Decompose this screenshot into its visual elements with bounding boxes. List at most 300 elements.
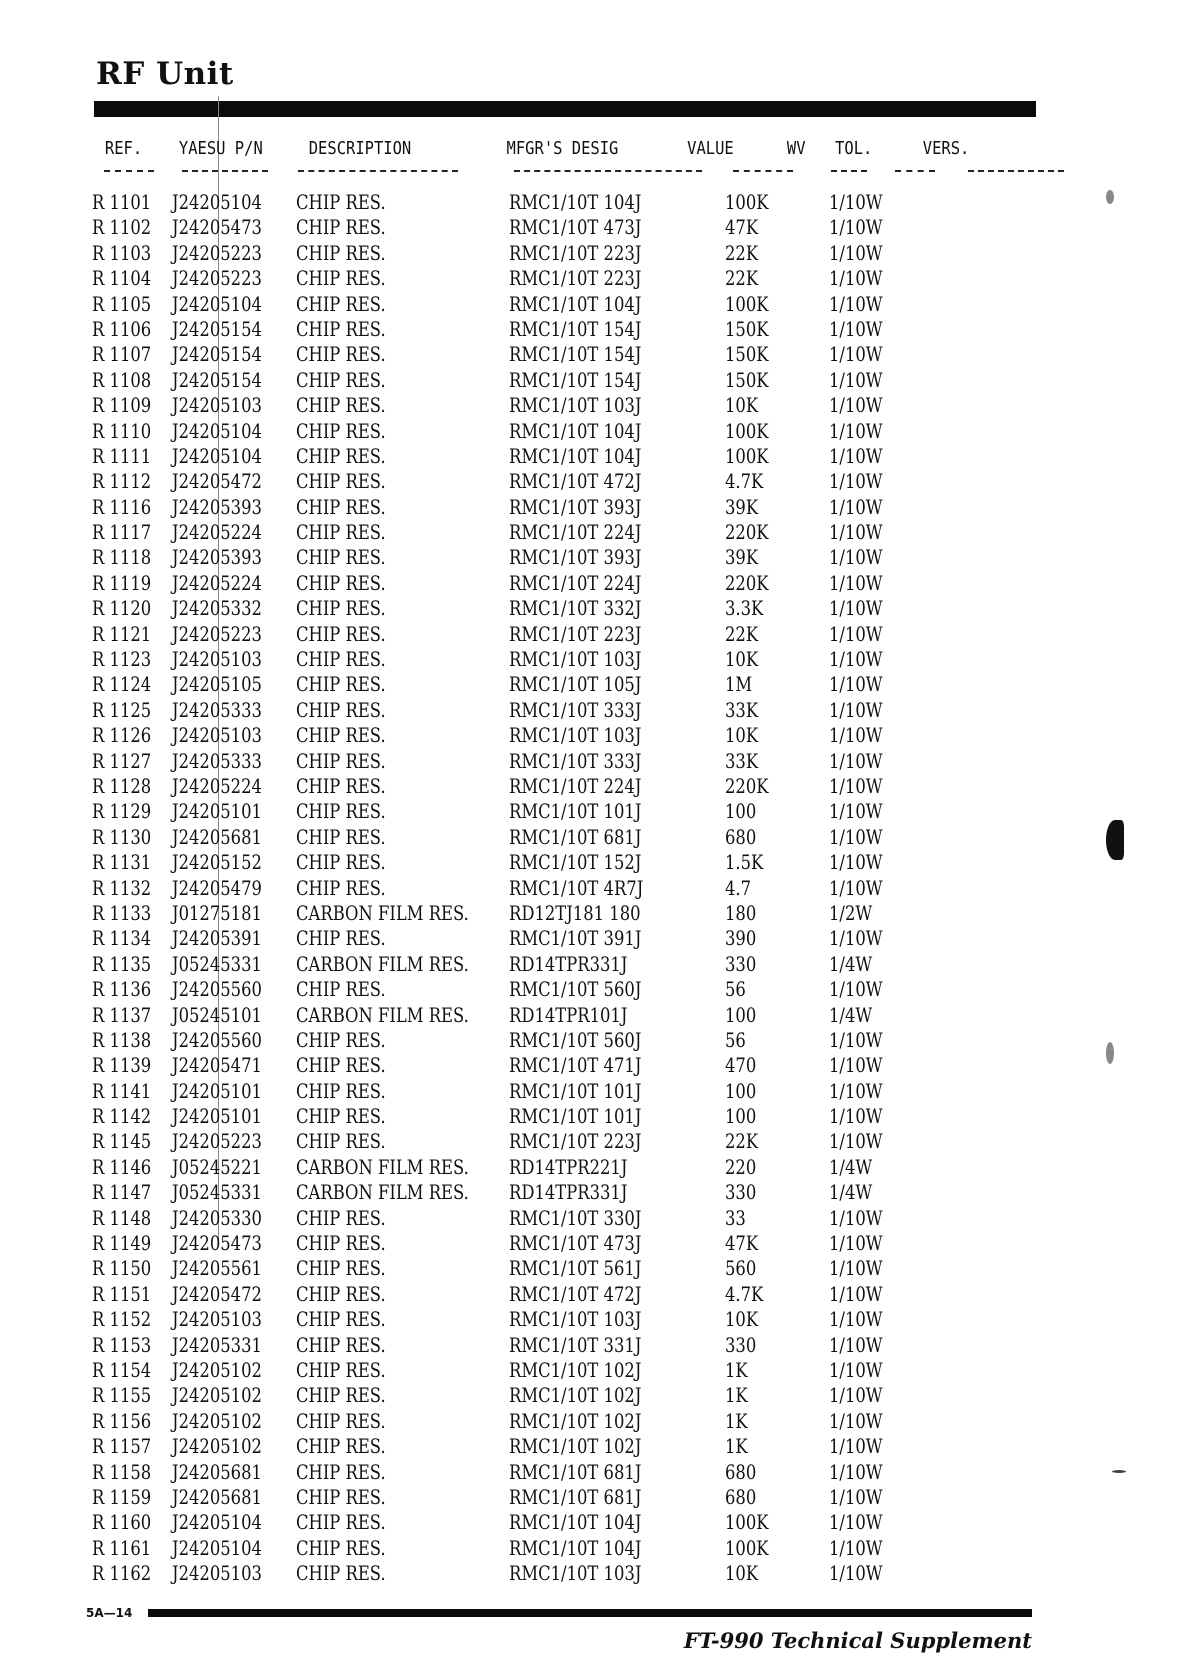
cell-mfgr: RMC1/10T 560J [509, 1028, 642, 1052]
cell-ref: R 1104 [92, 267, 152, 291]
cell-ref: R 1119 [92, 571, 152, 595]
cell-mfgr: RMC1/10T 103J [509, 1562, 642, 1586]
table-row [0, 1053, 1190, 1078]
cell-ref: R 1139 [92, 1054, 152, 1078]
cell-mfgr: RMC1/10T 103J [509, 648, 642, 672]
cell-val: 100 [725, 800, 757, 824]
cell-ref: R 1116 [92, 495, 152, 519]
cell-wv: 1/10W [829, 1435, 883, 1459]
cell-val: 1M [725, 673, 753, 697]
cell-pn: J24205105 [172, 673, 262, 697]
cell-wv: 1/10W [829, 774, 883, 798]
table-row [0, 698, 1190, 723]
cell-wv: 1/10W [829, 724, 883, 748]
cell-desc: CHIP RES. [296, 800, 386, 824]
cell-wv: 1/2W [829, 901, 873, 925]
cell-desc: CARBON FILM RES. [296, 952, 469, 976]
cell-wv: 1/10W [829, 673, 883, 697]
cell-pn: J24205154 [172, 317, 262, 341]
cell-mfgr: RMC1/10T 103J [509, 724, 642, 748]
cell-wv: 1/10W [829, 267, 883, 291]
cell-ref: R 1118 [92, 546, 152, 570]
cell-wv: 1/10W [829, 495, 883, 519]
cell-val: 100K [725, 444, 769, 468]
cell-pn: J24205104 [172, 191, 262, 214]
cell-desc: CHIP RES. [296, 1485, 386, 1509]
cell-mfgr: RMC1/10T 102J [509, 1384, 642, 1408]
cell-desc: CHIP RES. [296, 648, 386, 672]
cell-desc: CHIP RES. [296, 1028, 386, 1052]
cell-val: 10K [725, 394, 759, 418]
cell-val: 680 [725, 825, 757, 849]
table-row [0, 825, 1190, 850]
cell-ref: R 1105 [92, 292, 152, 316]
cell-mfgr: RMC1/10T 104J [509, 444, 642, 468]
table-row [0, 799, 1190, 824]
cell-ref: R 1146 [92, 1155, 152, 1179]
cell-pn: J24205103 [172, 724, 262, 748]
table-row [0, 1231, 1190, 1256]
cell-desc: CHIP RES. [296, 571, 386, 595]
punch-hole-mark [1106, 820, 1124, 860]
cell-pn: J24205103 [172, 394, 262, 418]
table-row [0, 215, 1190, 240]
cell-mfgr: RMC1/10T 104J [509, 292, 642, 316]
cell-desc: CARBON FILM RES. [296, 901, 469, 925]
table-row [0, 1003, 1190, 1028]
cell-val: 680 [725, 1485, 757, 1509]
cell-pn: J24205101 [172, 1079, 262, 1103]
table-header [0, 138, 1023, 168]
table-row [0, 1536, 1190, 1561]
cell-pn: J24205330 [172, 1206, 262, 1230]
cell-pn: J24205104 [172, 1511, 262, 1535]
cell-ref: R 1103 [92, 241, 152, 265]
cell-mfgr: RMC1/10T 223J [509, 267, 642, 291]
cell-ref: R 1126 [92, 724, 152, 748]
cell-wv: 1/10W [829, 1485, 883, 1509]
cell-ref: R 1138 [92, 1028, 152, 1052]
cell-val: 47K [725, 1232, 759, 1256]
cell-mfgr: RMC1/10T 681J [509, 1460, 642, 1484]
cell-wv: 1/10W [829, 1333, 883, 1357]
cell-desc: CHIP RES. [296, 419, 386, 443]
cell-wv: 1/10W [829, 978, 883, 1002]
cell-wv: 1/10W [829, 1536, 883, 1560]
cell-pn: J24205154 [172, 343, 262, 367]
cell-pn: J24205681 [172, 1460, 262, 1484]
cell-val: 220K [725, 521, 769, 545]
cell-val: 150K [725, 343, 769, 367]
cell-ref: R 1156 [92, 1409, 152, 1433]
cell-desc: CHIP RES. [296, 927, 386, 951]
cell-ref: R 1131 [92, 851, 152, 875]
table-row [0, 952, 1190, 977]
cell-val: 220 [725, 1155, 757, 1179]
cell-val: 22K [725, 1130, 759, 1154]
cell-val: 10K [725, 724, 759, 748]
table-row [0, 1333, 1190, 1358]
cell-ref: R 1148 [92, 1206, 152, 1230]
header-wv: WV [786, 138, 806, 159]
table-row [0, 774, 1190, 799]
cell-mfgr: RMC1/10T 102J [509, 1358, 642, 1382]
cell-mfgr: RMC1/10T 561J [509, 1257, 642, 1281]
cell-ref: R 1102 [92, 216, 152, 240]
cell-pn: J24205393 [172, 546, 262, 570]
cell-mfgr: RMC1/10T 223J [509, 241, 642, 265]
table-row [0, 571, 1190, 596]
cell-pn: J24205103 [172, 1562, 262, 1586]
cell-val: 10K [725, 1308, 759, 1332]
header-ref: REF. [104, 138, 143, 159]
cell-mfgr: RMC1/10T 103J [509, 394, 642, 418]
cell-desc: CHIP RES. [296, 876, 386, 900]
table-row [0, 1460, 1190, 1485]
table-row [0, 368, 1190, 393]
cell-pn: J05245331 [172, 1181, 262, 1205]
cell-wv: 1/10W [829, 1028, 883, 1052]
table-row [0, 292, 1190, 317]
cell-ref: R 1112 [92, 470, 152, 494]
cell-wv: 1/10W [829, 597, 883, 621]
table-row [0, 723, 1190, 748]
cell-ref: R 1154 [92, 1358, 152, 1382]
cell-pn: J24205223 [172, 267, 262, 291]
cell-pn: J24205104 [172, 292, 262, 316]
table-row [0, 241, 1190, 266]
cell-ref: R 1153 [92, 1333, 152, 1357]
cell-pn: J24205224 [172, 774, 262, 798]
cell-mfgr: RMC1/10T 102J [509, 1435, 642, 1459]
table-row [0, 1434, 1190, 1459]
cell-mfgr: RMC1/10T 393J [509, 495, 642, 519]
cell-desc: CHIP RES. [296, 1409, 386, 1433]
cell-val: 33K [725, 698, 759, 722]
cell-pn: J05245331 [172, 952, 262, 976]
page-title: RF Unit [96, 56, 234, 92]
header-description: DESCRIPTION [308, 138, 412, 159]
cell-mfgr: RMC1/10T 105J [509, 673, 642, 697]
cell-wv: 1/10W [829, 292, 883, 316]
cell-mfgr: RMC1/10T 681J [509, 1485, 642, 1509]
cell-desc: CHIP RES. [296, 495, 386, 519]
cell-pn: J24205102 [172, 1435, 262, 1459]
cell-wv: 1/4W [829, 952, 873, 976]
cell-wv: 1/10W [829, 1079, 883, 1103]
page-number: 5A—14 [86, 1606, 133, 1620]
cell-pn: J05245221 [172, 1155, 262, 1179]
cell-desc: CHIP RES. [296, 368, 386, 392]
cell-pn: J05245101 [172, 1003, 262, 1027]
header-vers: VERS. [922, 138, 970, 159]
cell-ref: R 1120 [92, 597, 152, 621]
cell-desc: CHIP RES. [296, 1333, 386, 1357]
cell-val: 390 [725, 927, 757, 951]
cell-mfgr: RMC1/10T 224J [509, 521, 642, 545]
cell-val: 1K [725, 1358, 748, 1382]
cell-ref: R 1159 [92, 1485, 152, 1509]
cell-ref: R 1150 [92, 1257, 152, 1281]
cell-ref: R 1160 [92, 1511, 152, 1535]
footer-publication-title: FT-990 Technical Supplement [683, 1628, 1032, 1653]
cell-val: 220K [725, 774, 769, 798]
cell-mfgr: RMC1/10T 471J [509, 1054, 642, 1078]
cell-wv: 1/10W [829, 1105, 883, 1129]
cell-desc: CARBON FILM RES. [296, 1155, 469, 1179]
cell-desc: CHIP RES. [296, 1435, 386, 1459]
cell-mfgr: RMC1/10T 333J [509, 698, 642, 722]
cell-desc: CHIP RES. [296, 1105, 386, 1129]
cell-wv: 1/10W [829, 648, 883, 672]
cell-val: 10K [725, 1562, 759, 1586]
cell-desc: CHIP RES. [296, 1536, 386, 1560]
cell-desc: CHIP RES. [296, 1511, 386, 1535]
cell-ref: R 1132 [92, 876, 152, 900]
cell-val: 33K [725, 749, 759, 773]
cell-val: 33 [725, 1206, 746, 1230]
cell-pn: J24205224 [172, 521, 262, 545]
cell-desc: CHIP RES. [296, 978, 386, 1002]
cell-ref: R 1125 [92, 698, 152, 722]
table-row [0, 520, 1190, 545]
cell-wv: 1/10W [829, 317, 883, 341]
cell-val: 1.5K [725, 851, 764, 875]
cell-wv: 1/10W [829, 825, 883, 849]
cell-wv: 1/10W [829, 368, 883, 392]
punch-hole-mark [1106, 1042, 1114, 1064]
cell-desc: CHIP RES. [296, 1232, 386, 1256]
header-underline [968, 170, 1064, 172]
cell-mfgr: RMC1/10T 224J [509, 571, 642, 595]
cell-ref: R 1128 [92, 774, 152, 798]
table-row [0, 545, 1190, 570]
cell-pn: J24205224 [172, 571, 262, 595]
cell-ref: R 1152 [92, 1308, 152, 1332]
table-row [0, 622, 1190, 647]
cell-mfgr: RMC1/10T 104J [509, 1536, 642, 1560]
table-row [0, 1383, 1190, 1408]
cell-ref: R 1136 [92, 978, 152, 1002]
cell-desc: CHIP RES. [296, 1384, 386, 1408]
cell-val: 1K [725, 1409, 748, 1433]
cell-wv: 1/10W [829, 343, 883, 367]
cell-mfgr: RMC1/10T 4R7J [509, 876, 644, 900]
cell-wv: 1/10W [829, 419, 883, 443]
header-yaesu-pn: YAESU P/N [178, 138, 263, 159]
table-row [0, 596, 1190, 621]
cell-ref: R 1135 [92, 952, 152, 976]
cell-desc: CHIP RES. [296, 1562, 386, 1586]
cell-ref: R 1109 [92, 394, 152, 418]
cell-ref: R 1158 [92, 1460, 152, 1484]
cell-val: 150K [725, 368, 769, 392]
cell-ref: R 1130 [92, 825, 152, 849]
header-underline [831, 170, 867, 172]
cell-ref: R 1121 [92, 622, 152, 646]
table-row [0, 1129, 1190, 1154]
cell-pn: J24205560 [172, 1028, 262, 1052]
cell-mfgr: RMC1/10T 224J [509, 774, 642, 798]
cell-mfgr: RMC1/10T 104J [509, 419, 642, 443]
cell-ref: R 1133 [92, 901, 152, 925]
cell-desc: CHIP RES. [296, 394, 386, 418]
cell-desc: CHIP RES. [296, 1206, 386, 1230]
table-row [0, 469, 1190, 494]
cell-wv: 1/10W [829, 1257, 883, 1281]
header-value: VALUE [687, 138, 734, 159]
table-row [0, 647, 1190, 672]
cell-val: 330 [725, 952, 757, 976]
cell-val: 39K [725, 546, 759, 570]
cell-mfgr: RMC1/10T 560J [509, 978, 642, 1002]
cell-desc: CHIP RES. [296, 317, 386, 341]
cell-pn: J24205102 [172, 1409, 262, 1433]
table-row [0, 444, 1190, 469]
cell-wv: 1/10W [829, 698, 883, 722]
table-row [0, 266, 1190, 291]
cell-val: 180 [725, 901, 757, 925]
cell-wv: 1/10W [829, 521, 883, 545]
cell-val: 100K [725, 419, 769, 443]
cell-val: 10K [725, 648, 759, 672]
cell-val: 470 [725, 1054, 757, 1078]
cell-mfgr: RMC1/10T 333J [509, 749, 642, 773]
cell-pn: J24205472 [172, 470, 262, 494]
cell-val: 100 [725, 1003, 757, 1027]
cell-desc: CHIP RES. [296, 724, 386, 748]
cell-desc: CHIP RES. [296, 292, 386, 316]
cell-mfgr: RMC1/10T 101J [509, 800, 642, 824]
cell-ref: R 1111 [92, 444, 152, 468]
cell-pn: J24205223 [172, 241, 262, 265]
cell-wv: 1/10W [829, 1282, 883, 1306]
table-row [0, 926, 1190, 951]
cell-val: 1K [725, 1384, 748, 1408]
cell-mfgr: RMC1/10T 223J [509, 1130, 642, 1154]
table-row [0, 1155, 1190, 1180]
table-row [0, 495, 1190, 520]
punch-hole-mark [1112, 1470, 1126, 1473]
cell-wv: 1/10W [829, 800, 883, 824]
table-row [0, 1561, 1190, 1586]
cell-ref: R 1157 [92, 1435, 152, 1459]
cell-mfgr: RMC1/10T 331J [509, 1333, 642, 1357]
header-underline [733, 170, 793, 172]
cell-pn: J24205472 [172, 1282, 262, 1306]
table-row [0, 850, 1190, 875]
cell-desc: CHIP RES. [296, 749, 386, 773]
cell-desc: CHIP RES. [296, 1130, 386, 1154]
cell-val: 39K [725, 495, 759, 519]
cell-mfgr: RMC1/10T 681J [509, 825, 642, 849]
header-underline [514, 170, 702, 172]
cell-pn: J24205104 [172, 1536, 262, 1560]
table-row [0, 1028, 1190, 1053]
cell-val: 1K [725, 1435, 748, 1459]
cell-wv: 1/10W [829, 851, 883, 875]
cell-desc: CHIP RES. [296, 444, 386, 468]
cell-desc: CARBON FILM RES. [296, 1003, 469, 1027]
cell-val: 4.7K [725, 470, 764, 494]
cell-val: 56 [725, 1028, 746, 1052]
cell-mfgr: RMC1/10T 393J [509, 546, 642, 570]
cell-mfgr: RD14TPR101J [509, 1003, 628, 1027]
cell-pn: J24205101 [172, 800, 262, 824]
cell-mfgr: RMC1/10T 152J [509, 851, 642, 875]
cell-val: 100 [725, 1079, 757, 1103]
cell-wv: 1/10W [829, 470, 883, 494]
cell-wv: 1/10W [829, 216, 883, 240]
cell-val: 100K [725, 191, 769, 214]
cell-ref: R 1101 [92, 191, 152, 214]
cell-pn: J24205102 [172, 1384, 262, 1408]
cell-val: 22K [725, 241, 759, 265]
header-underline [895, 170, 935, 172]
cell-mfgr: RMC1/10T 472J [509, 1282, 642, 1306]
header-mfgr-desig: MFGR'S DESIG [506, 138, 619, 159]
header-tol: TOL. [835, 138, 873, 159]
table-row [0, 419, 1190, 444]
cell-ref: R 1155 [92, 1384, 152, 1408]
cell-desc: CHIP RES. [296, 191, 386, 214]
cell-mfgr: RMC1/10T 154J [509, 343, 642, 367]
top-rule [94, 101, 1036, 117]
cell-mfgr: RMC1/10T 103J [509, 1308, 642, 1332]
cell-mfgr: RMC1/10T 104J [509, 191, 642, 214]
table-row [0, 977, 1190, 1002]
cell-desc: CHIP RES. [296, 1358, 386, 1382]
cell-wv: 1/10W [829, 1511, 883, 1535]
cell-mfgr: RD14TPR331J [509, 1181, 628, 1205]
cell-pn: J24205332 [172, 597, 262, 621]
cell-pn: J01275181 [172, 901, 262, 925]
cell-wv: 1/10W [829, 1409, 883, 1433]
cell-wv: 1/10W [829, 1460, 883, 1484]
cell-desc: CHIP RES. [296, 825, 386, 849]
cell-val: 220K [725, 571, 769, 595]
cell-desc: CHIP RES. [296, 698, 386, 722]
cell-val: 560 [725, 1257, 757, 1281]
cell-desc: CHIP RES. [296, 622, 386, 646]
cell-wv: 1/10W [829, 1308, 883, 1332]
table-row [0, 1180, 1190, 1205]
cell-mfgr: RMC1/10T 104J [509, 1511, 642, 1535]
cell-desc: CHIP RES. [296, 343, 386, 367]
cell-pn: J24205223 [172, 622, 262, 646]
cell-desc: CHIP RES. [296, 521, 386, 545]
cell-ref: R 1110 [92, 419, 152, 443]
cell-ref: R 1142 [92, 1105, 152, 1129]
cell-wv: 1/10W [829, 546, 883, 570]
cell-val: 680 [725, 1460, 757, 1484]
cell-pn: J24205154 [172, 368, 262, 392]
cell-mfgr: RMC1/10T 101J [509, 1079, 642, 1103]
cell-wv: 1/10W [829, 876, 883, 900]
header-underline [104, 170, 154, 172]
cell-wv: 1/10W [829, 749, 883, 773]
bottom-rule [148, 1609, 1032, 1617]
cell-desc: CHIP RES. [296, 1257, 386, 1281]
cell-ref: R 1149 [92, 1232, 152, 1256]
parts-table [0, 190, 1190, 1586]
table-row [0, 1485, 1190, 1510]
cell-mfgr: RMC1/10T 391J [509, 927, 642, 951]
cell-wv: 1/10W [829, 571, 883, 595]
cell-ref: R 1134 [92, 927, 152, 951]
cell-pn: J24205223 [172, 1130, 262, 1154]
cell-pn: J24205103 [172, 1308, 262, 1332]
